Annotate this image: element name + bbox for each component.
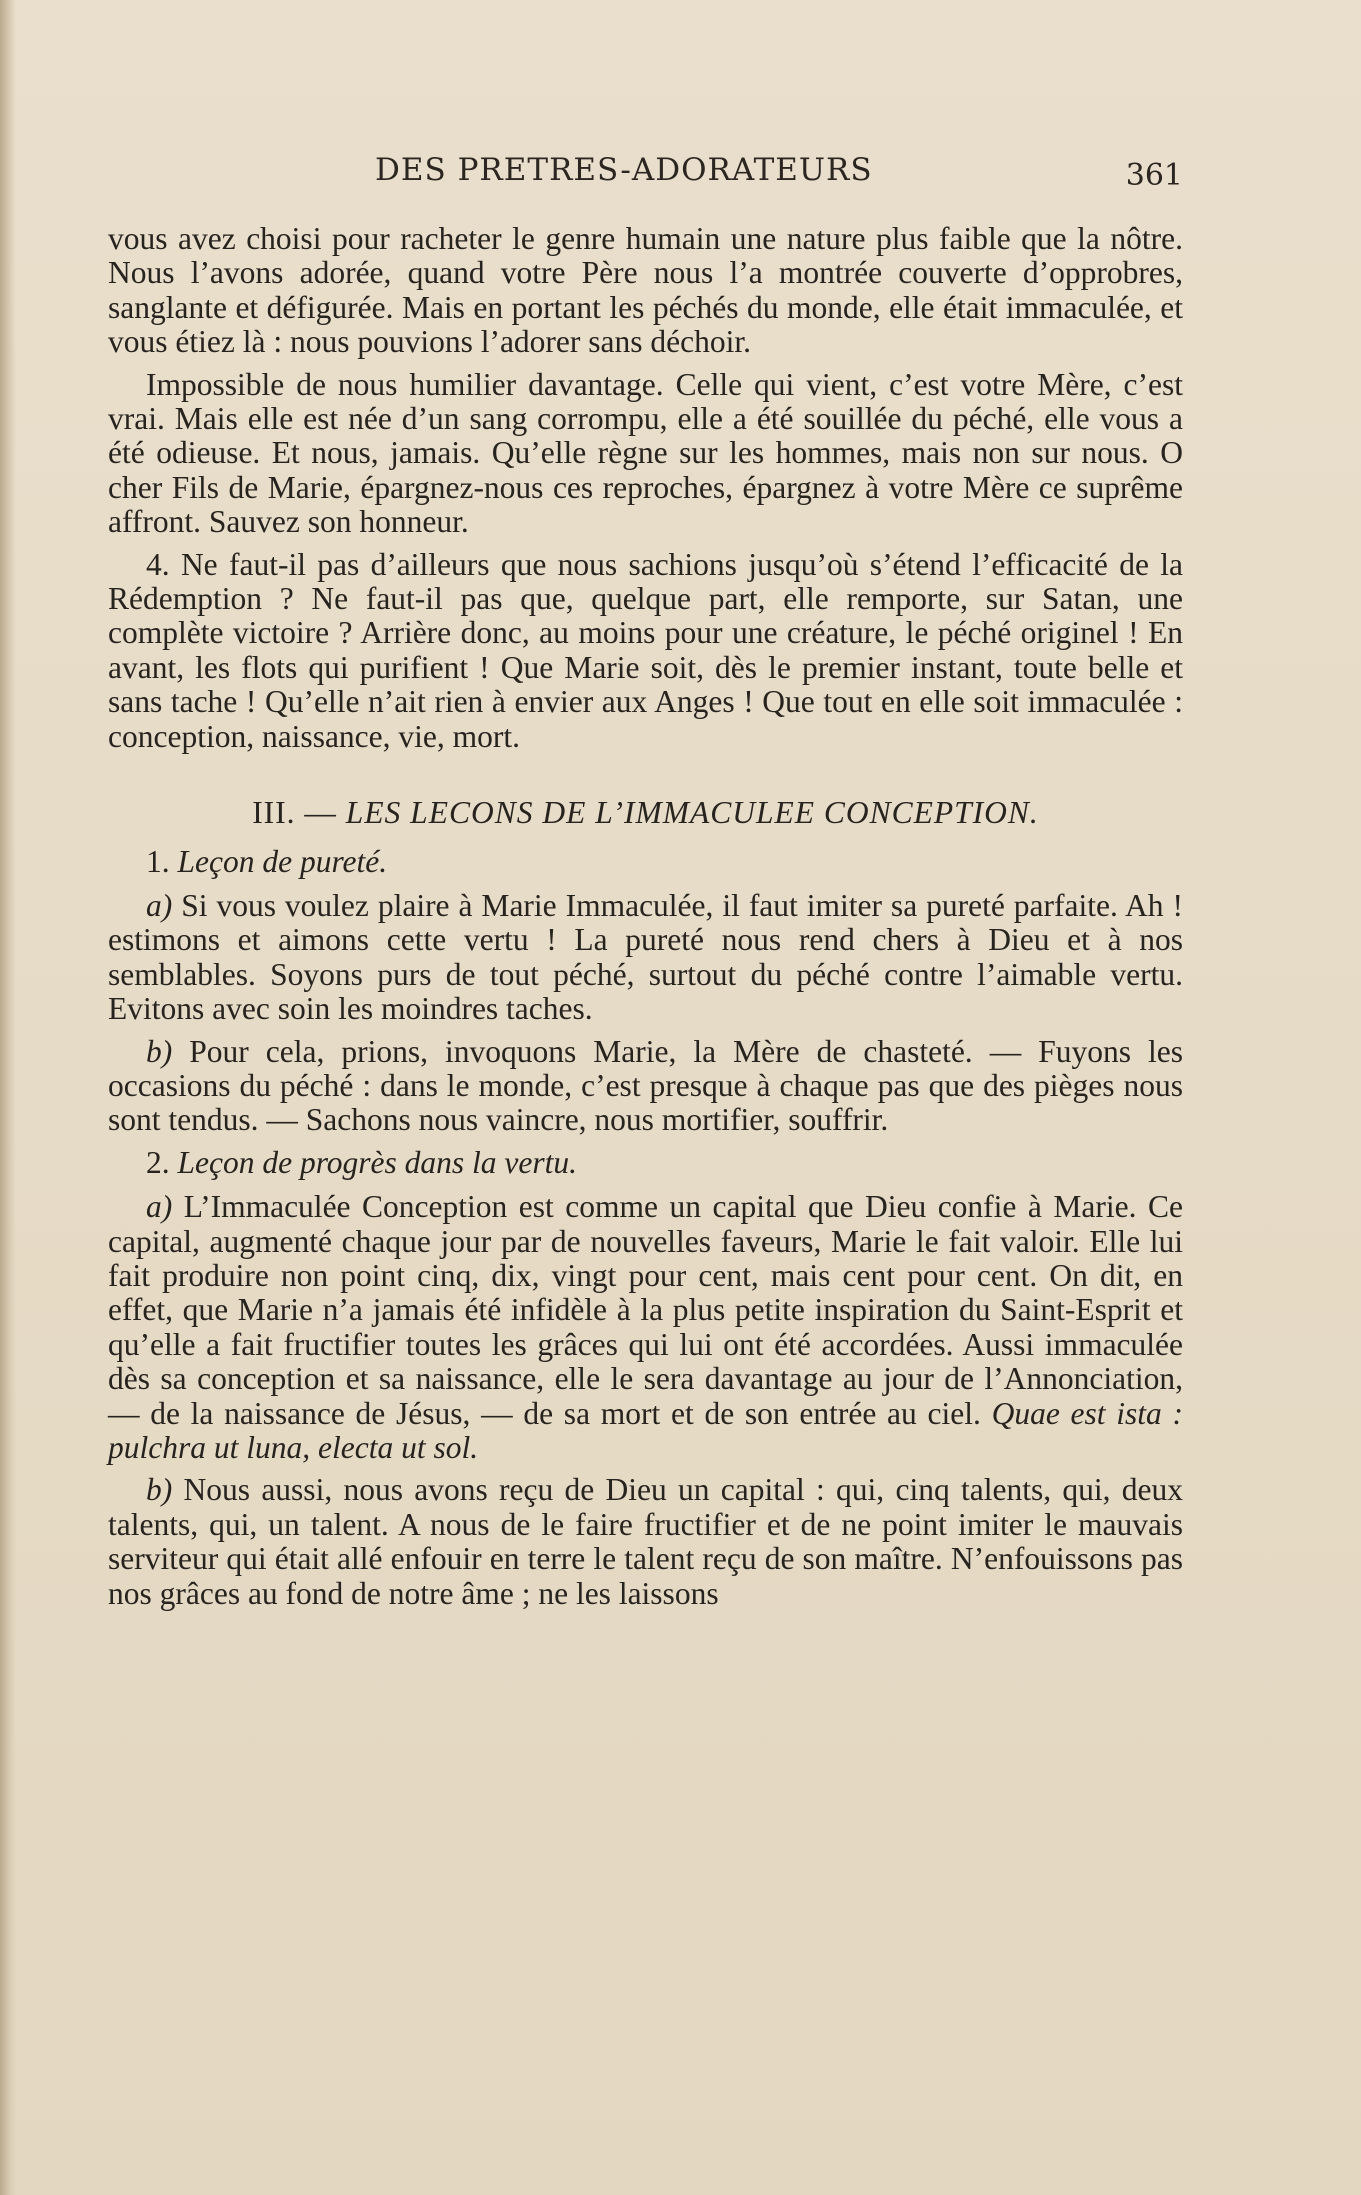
- paragraph-4-label: a): [146, 887, 173, 923]
- subheading-2: [108, 1146, 1183, 1180]
- subheading-1-title: Leçon de pureté.: [177, 843, 388, 879]
- paragraph-6-label: a): [146, 1189, 173, 1225]
- paragraph-5-label: b): [146, 1033, 173, 1069]
- section-heading: [108, 796, 1183, 830]
- page-number: 361: [1125, 158, 1183, 193]
- paragraph-7-text: Nous aussi, nous avons reçu de Dieu un capital : qui, cinq talents, qui, deux talents, qui, un talent. A nous de le faire fructifier et de ne point imiter le mauvais serviteur qui était allé enfouir en terre le talent reçu de son maître. N’enfouissons pas nos grâces au fond de notre âme ; ne les laissons: [108, 1472, 1183, 1611]
- section-number: III. —: [252, 795, 337, 831]
- paragraph-4-text: Si vous voulez plaire à Marie Immaculée, il faut imiter sa pureté parfaite. Ah ! estimons et aimons cette vertu ! La pureté nous rend chers à Dieu et à nos semblables. Soyons purs de tout péché, surtout du péché contre l’aimable vertu. Evitons avec soin les moindres taches.: [108, 887, 1184, 1027]
- subheading-2-number: 2.: [146, 1144, 170, 1180]
- paragraph-4: [108, 889, 1183, 1027]
- subheading-1: [108, 845, 1183, 879]
- subheading-1-number: 1.: [146, 843, 170, 879]
- running-head: DES PRETRES-ADORATEURS: [375, 152, 873, 188]
- subheading-2-title: Leçon de progrès dans la vertu.: [177, 1144, 578, 1180]
- paragraph-6: [108, 1190, 1183, 1465]
- paragraph-7: [108, 1473, 1183, 1611]
- paragraph-5-text: Pour cela, prions, invoquons Marie, la Mère de chasteté. — Fuyons les occasions du péché : dans le monde, c’est presque à chaque pas que des pièges nous sont tendus. — Sachons nous vaincre, nous mortifier, souffrir.: [108, 1033, 1183, 1138]
- page-gutter-shadow: [0, 0, 16, 2195]
- body-text: [108, 222, 1183, 1619]
- paragraph-7-label: b): [146, 1472, 173, 1508]
- paragraph-5: [108, 1035, 1183, 1138]
- paragraph-6-latin: Quae est ista : pulchra ut luna, electa ut sol.: [108, 1395, 1183, 1465]
- paragraph-1: vous avez choisi pour racheter le genre humain une nature plus faible que la nôtre. Nous l’avons adorée, quand votre Père nous l’a montrée couverte d’opprobres, sanglante et défigurée. Mais en portant les péchés du monde, elle était immaculée, et vous étiez là : nous pouvions l’adorer sans déchoir.: [108, 221, 1183, 360]
- page-header: [108, 152, 1183, 202]
- paragraph-2: Impossible de nous humilier davantage. Celle qui vient, c’est votre Mère, c’est vrai. Mais elle est née d’un sang corrompu, elle a été souillée du péché, elle vous a été odieuse. Et nous, jamais. Qu’elle règne sur les hommes, mais non sur nous. O cher Fils de Marie, épargnez-nous ces reproches, épargnez à votre Mère ce suprême affront. Sauvez son honneur.: [108, 366, 1183, 540]
- paragraph-6-text: L’Immaculée Conception est comme un capital que Dieu confie à Marie. Ce capital, augmenté chaque jour par de nouvelles faveurs, Marie le fait valoir. Elle lui fait produire non point cinq, dix, vingt pour cent, mais cent pour cent. On dit, en effet, que Marie n’a jamais été infidèle à la plus petite inspiration du Saint-Esprit et qu’elle a fait fructifier toutes les grâces qui lui ont été accordées. Aussi immaculée dès sa conception et sa naissance, elle le sera davantage au jour de l’Annonciation, — de la naissance de Jésus, — de sa mort et de son entrée au ciel.: [108, 1189, 1183, 1431]
- paragraph-3: 4. Ne faut-il pas d’ailleurs que nous sachions jusqu’où s’étend l’efficacité de la Rédemption ? Ne faut-il pas que, quelque part, elle remporte, sur Satan, une complète victoire ? Arrière donc, au moins pour une créature, le péché originel ! En avant, les flots qui purifient ! Que Marie soit, dès le premier instant, toute belle et sans tache ! Qu’elle n’ait rien à envier aux Anges ! Que tout en elle soit immaculée : conception, naissance, vie, mort.: [108, 546, 1183, 754]
- section-title: LES LECONS DE L’IMMACULEE CONCEPTION.: [345, 795, 1039, 831]
